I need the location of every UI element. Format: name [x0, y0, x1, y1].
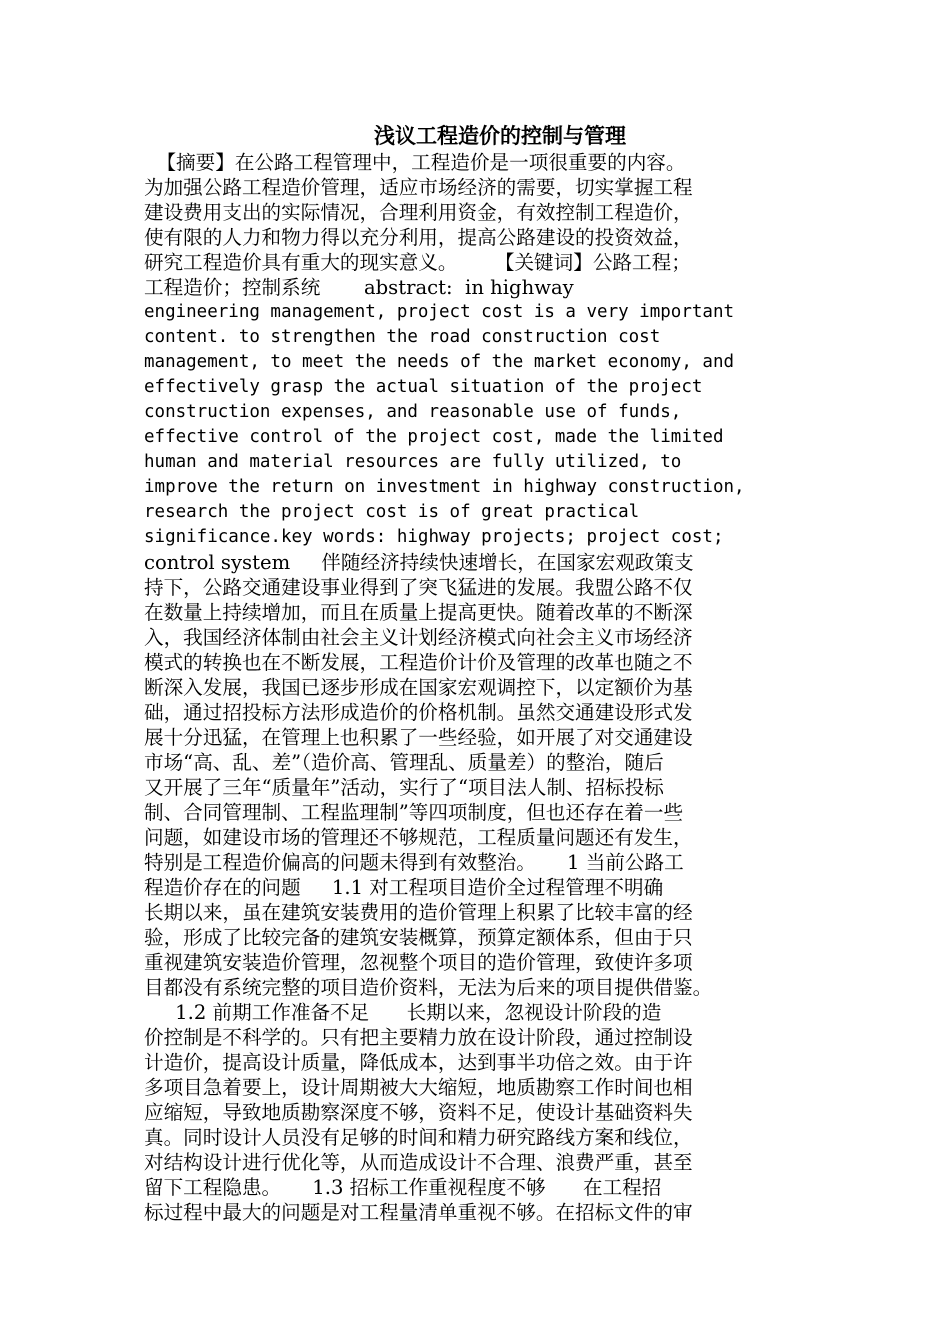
body-line: engineering management, project cost is a very important: [144, 302, 735, 322]
body-line: 【摘要】在公路工程管理中，工程造价是一项很重要的内容。: [144, 151, 686, 174]
body-line: research the project cost is of great practical: [144, 502, 640, 522]
body-line: management, to meet the needs of the market economy, and: [144, 352, 735, 372]
body-line: 研究工程造价具有重大的现实意义。 【关键词】公路工程；: [144, 251, 691, 274]
body-line: 计造价，提高设计质量，降低成本，达到事半功倍之效。由于许: [144, 1051, 693, 1074]
body-line: 对结构设计进行优化等，从而造成设计不合理、浪费严重，甚至: [144, 1151, 693, 1174]
body-line: 程造价存在的问题 1.1 对工程项目造价全过程管理不明确: [144, 876, 664, 899]
body-line: construction expenses, and reasonable use of funds,: [144, 402, 682, 422]
body-line: 留下工程隐患。 1.3 招标工作重视程度不够 在工程招: [144, 1176, 662, 1199]
body-line: 真。同时设计人员没有足够的时间和精力研究路线方案和线位，: [144, 1126, 693, 1149]
body-line: 多项目急着要上，设计周期被大大缩短，地质勘察工作时间也相: [144, 1076, 693, 1099]
body-line: human and material resources are fully utilized, to: [144, 452, 682, 472]
body-line: effectively grasp the actual situation of the project: [144, 377, 703, 397]
body-line: 价控制是不科学的。只有把主要精力放在设计阶段，通过控制设: [144, 1026, 693, 1049]
body-line: effective control of the project cost, made the limited: [144, 427, 724, 447]
body-line: improve the return on investment in highway construction,: [144, 477, 745, 497]
body-line: 入，我国经济体制由社会主义计划经济模式向社会主义市场经济: [144, 626, 693, 649]
body-line: 础，通过招投标方法形成造价的价格机制。虽然交通建设形式发: [144, 701, 693, 724]
body-line: 模式的转换也在不断发展，工程造价计价及管理的改革也随之不: [144, 651, 693, 674]
body-line: 工程造价；控制系统 abstract: in highway: [144, 276, 574, 299]
body-line: content. to strengthen the road construction cost: [144, 327, 661, 347]
body-line: 使有限的人力和物力得以充分利用，提高公路建设的投资效益，: [144, 226, 693, 249]
body-line: 应缩短，导致地质勘察深度不够，资料不足，使设计基础资料失: [144, 1101, 693, 1124]
body-line: 问题，如建设市场的管理还不够规范，工程质量问题还有发生，: [144, 826, 693, 849]
body-line: significance.key words: highway projects; project cost;: [144, 527, 724, 547]
body-line: 为加强公路工程造价管理，适应市场经济的需要，切实掌握工程: [144, 176, 693, 199]
body-line: 1.2 前期工作准备不足 长期以来，忽视设计阶段的造: [144, 1001, 662, 1024]
body-line: 重视建筑安装造价管理，忽视整个项目的造价管理，致使许多项: [144, 951, 693, 974]
body-line: 在数量上持续增加，而且在质量上提高更快。随着改革的不断深: [144, 601, 693, 624]
body-line: control system 伴随经济持续快速增长，在国家宏观政策支: [144, 551, 694, 574]
body-line: 制、合同管理制、工程监理制”等四项制度，但也还存在着一些: [144, 801, 684, 824]
body-line: 展十分迅猛，在管理上也积累了一些经验，如开展了对交通建设: [144, 726, 693, 749]
body-line: 市场“高、乱、差”（造价高、管理乱、质量差）的整治，随后: [144, 751, 664, 774]
body-line: 长期以来，虽在建筑安装费用的造价管理上积累了比较丰富的经: [144, 901, 693, 924]
document-body: [144, 150, 784, 1225]
body-line: 标过程中最大的问题是对工程量清单重视不够。在招标文件的审: [144, 1201, 693, 1224]
body-line: 特别是工程造价偏高的问题未得到有效整治。 1 当前公路工: [144, 851, 684, 874]
body-line: 验，形成了比较完备的建筑安装概算，预算定额体系，但由于只: [144, 926, 693, 949]
body-line: 建设费用支出的实际情况，合理利用资金，有效控制工程造价，: [144, 201, 693, 224]
body-line: 持下，公路交通建设事业得到了突飞猛进的发展。我盟公路不仅: [144, 576, 693, 599]
body-line: 目都没有系统完整的项目造价资料，无法为后来的项目提供借鉴。: [144, 976, 713, 999]
body-line: 断深入发展，我国已逐步形成在国家宏观调控下，以定额价为基: [144, 676, 693, 699]
body-line: 又开展了三年“质量年”活动，实行了“项目法人制、招标投标: [144, 776, 664, 799]
document-title: 浅议工程造价的控制与管理: [374, 124, 626, 148]
